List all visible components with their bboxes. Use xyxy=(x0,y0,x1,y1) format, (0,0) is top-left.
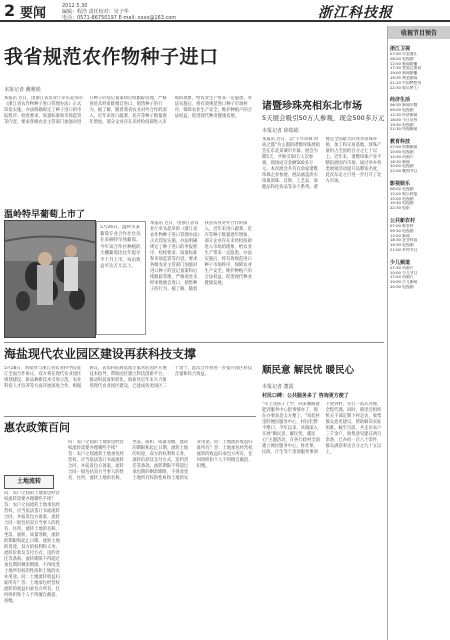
program-row: 08:20 电视剧 xyxy=(390,56,414,61)
park-headline: 海盐现代农业园区建设再获科技支撑 xyxy=(4,347,197,361)
policy-body: 问：农户之间的土地承包经营权流转需要办理哪些手续？答：农户之间流转土地承包经营权，应当依法签订书面流转合同，并报发包方备案。流转合同一般包括双方当事人的姓名、住所，流转土地的名称、坐落、面积、质量等级，流转的期限和起止日期，流转土地的用途，双方的权利和义务，流转价款及支付方式，违约责任等条款。流转期限不得超过承包期的剩余期限，不得改变土地所有权的性质和土地的农业用途。问：土地流转收益归谁所有？答：土地承包经营权流转的收益归承包方所有，任何组织和个人不得擅自截留、扣缴。 xyxy=(68,440,253,481)
program-row: 22:00 晚间节目 xyxy=(390,169,418,174)
masthead: 浙江科技报 xyxy=(318,5,393,21)
program-row: 19:35 黄金剧场 xyxy=(390,75,418,80)
channel-name: 教育科技 xyxy=(390,139,411,146)
service-headline: 顺民意 解民忧 暖民心 xyxy=(262,365,355,376)
program-row: 18:30 新闻 xyxy=(390,159,410,164)
program-row: 19:00 少儿新闻 xyxy=(390,280,418,285)
program-row: 17:00 动画片 xyxy=(390,275,414,280)
program-row: 07:00 科教新闻 xyxy=(390,145,418,150)
program-row: 10:00 少儿节目 xyxy=(390,270,418,275)
program-row: 22:30 电影 xyxy=(390,206,410,211)
policy-column-tag: 土地流转 xyxy=(16,478,41,485)
photo-headline: 温岭特早葡萄上市了 xyxy=(4,210,86,220)
channel-name: 经济生活 xyxy=(390,97,411,104)
page-header xyxy=(0,0,450,22)
program-row: 19:30 电视剧 xyxy=(390,243,414,248)
program-row: 08:00 电视剧 xyxy=(390,186,414,191)
header-meta xyxy=(62,3,212,21)
section-name: 要闻 xyxy=(20,6,47,21)
service-byline: 本报记者 董霞 xyxy=(262,384,294,390)
date-line: 2012.5.30 xyxy=(62,3,88,9)
service-body: "早上送孩子上学，回来顺路就能到服务中心把事情办了，现在办事真是太方便了。"说起村里的便民服务中心，村民们赞不绝口。今年以来，该镇深入开展"顺民意、解民忧、暖民心"主题活动，在各行政村全面建立便民服务中心，将社保、民政、计生等十余项服务事项下放到村，实行一站式办理、全程代理。同时，镇里还组织机关干部定期下村走访，收集群众意见建议，帮助解决实际困难。截至目前，共走访农户三千余户，收集意见建议两百余条，已办结一百八十余件，群众满意率达百分之九十五以上。 xyxy=(262,402,382,455)
program-row: 15:00 电视剧 xyxy=(390,196,414,201)
program-row: 09:00 电视剧 xyxy=(390,108,414,113)
editor-line: 编辑：程浩 责任校对：吴子华 xyxy=(62,9,129,15)
program-row: 12:00 新闻联播 xyxy=(390,61,418,66)
program-row: 12:00 娱乐时报 xyxy=(390,191,418,196)
grape-photo xyxy=(4,220,96,338)
program-row: 18:00 今日证券 xyxy=(390,117,418,122)
channel-name: 公共新农村 xyxy=(390,217,416,224)
contact-line: 电话：0571-86750197 E-mail: xxxx@163.com xyxy=(62,15,177,21)
program-row: 19:00 新闻联播 xyxy=(390,71,418,76)
grape-vineyard-image xyxy=(5,221,96,338)
program-row: 19:30 电视剧 xyxy=(390,201,414,206)
channel-block xyxy=(388,180,450,211)
lead-headline: 我省规范农作物种子进口 xyxy=(4,46,219,68)
channel-name: 浙江卫视 xyxy=(390,46,411,52)
program-row: 21:30 经视新闻 xyxy=(390,127,418,132)
program-row: 22:30 娱乐梦工厂 xyxy=(390,85,422,90)
channel-block xyxy=(388,96,450,132)
program-row: 18:30 农业科技 xyxy=(390,238,418,243)
page-number: 2 xyxy=(4,1,16,20)
photo-caption: 5月26日，温岭市某葡萄专业合作社社员在采摘特早熟葡萄。今年该合作社种植的大棚葡萄比往年提早半个月上市，每亩效益可达万元以上。 xyxy=(100,225,141,269)
program-row: 21:00 乡村节目 xyxy=(390,247,418,252)
program-row: 12:00 新闻 xyxy=(390,233,410,238)
channel-list xyxy=(388,45,450,290)
channel-block xyxy=(388,45,450,90)
program-row: 14:30 动画片 xyxy=(390,154,414,159)
program-row: 19:30 电视剧 xyxy=(390,122,414,127)
program-row: 06:30 新闻早餐 xyxy=(390,103,418,108)
program-row: 20:30 电视剧 xyxy=(390,284,414,289)
policy-headline: 惠农政策百问 xyxy=(4,421,70,434)
policy-column-box xyxy=(4,475,54,489)
pearl-subheadline: 5天展会吸引50万人参观，现金500多万元 xyxy=(262,114,385,122)
program-row: 07:00 新农村 xyxy=(390,223,414,228)
program-row: 07:30 动画片 xyxy=(390,265,414,270)
program-row: 17:30 我爱记歌词 xyxy=(390,66,422,71)
program-row: 21:20 中国梦想秀 xyxy=(390,80,422,85)
program-row: 09:30 电视剧 xyxy=(390,228,414,233)
lead-byline: 本报记者 戴雅娟 xyxy=(4,87,41,93)
divider xyxy=(4,342,384,343)
sidebar-title: 收视节目预告 xyxy=(388,26,450,39)
park-body: 5月28日，海盐县与浙江省农业科学院签订全面合作协议，双方将在现代农业园区规划建设、新品种新技术引进示范、农业科技人才培养等方面开展深度合作。根据协议，省农科院将选派专家常驻园区开展技术指导，帮助园区建立科技创新平台，推动科技成果转化。海盐县近年来大力推进现代农业园区建设，已建成各类园区二十余个，此次合作将进一步提升园区科技含量和综合效益。 xyxy=(4,366,252,389)
program-row: 07:00 早安浙江 xyxy=(390,52,418,56)
channel-block xyxy=(388,217,450,253)
channel-block xyxy=(388,259,450,290)
service-subheadline: 村民口碑：公共服务多了 咨询更方便了 xyxy=(262,393,349,399)
channel-name: 少儿频道 xyxy=(390,259,411,266)
program-row: 20:00 电视剧 xyxy=(390,164,414,169)
lead-body: 本报讯 近日，由浙江省农业厅牵头起草的《浙江省农作物种子进口管理办法》正式印发实施。办法明确规定了种子进口的申报程序、检疫要求、质量标准和市场监管等内容，要求各级农业主管部门加强对进口种子的登记备案和后续跟踪管理，严格查处未经审批擅自进口、销售种子的行为。据了解，随着我省农业对外合作的深入，近年来进口蔬菜、花卉等种子数量逐年增加，部分企业存在未经检疫即进入市场的现象，给农业生产带来一定隐患。办法实施后，将有效规范进口种子市场秩序，保障农业生产安全，维护种植户的合法权益，促进现代种业健康发展。 xyxy=(4,96,252,125)
photo-caption-box xyxy=(96,221,146,335)
pearl-headline: 诸暨珍珠亮相东北市场 xyxy=(262,101,362,112)
pearl-byline: 本报记者 徐瑞娟 xyxy=(262,128,299,134)
channel-block xyxy=(388,138,450,174)
divider xyxy=(4,416,256,417)
program-row: 12:30 经济新闻 xyxy=(390,112,418,117)
channel-name: 影视娱乐 xyxy=(390,180,411,187)
lead-body-continued: 本报讯 近日，由浙江省农业厅牵头起草的《浙江省农作物种子进口管理办法》正式印发实施。办法明确规定了种子进口的申报程序、检疫要求、质量标准和市场监管等内容，要求各级农业主管部门加强对进口种子的登记备案和后续跟踪管理，严格查处未经审批擅自进口、销售种子的行为。据了解，随着我省农业对外合作的深入，近年来进口蔬菜、花卉等种子数量逐年增加，部分企业存在未经检疫即进入市场的现象，给农业生产带来一定隐患。办法实施后，将有效规范进口种子市场秩序，保障农业生产安全，维护种植户的合法权益，促进现代种业健康发展。 xyxy=(150,221,252,292)
program-row: 10:00 电视剧 xyxy=(390,149,414,154)
tv-sidebar xyxy=(387,26,450,640)
pearl-body: 本报讯 近日，以"千年珍珠 时尚之都"为主题的诸暨珍珠展销会在东北某城市开幕。展会为期5天，共吸引50万人次参观，现场成交金额500多万元。本次展会共有百余家诸暨珍珠企业参展，展品涵盖淡水珍珠原珠、首饰、工艺品、保健品和化妆品等多个系列。诸暨是全国最大的淡水珍珠养殖、加工和交易基地，珍珠产量约占全国的百分之七十以上。近年来，诸暨珍珠产业不断拓展国内市场，通过举办各类展销活动提升品牌知名度，此次东北之行进一步打开了北方市场。 xyxy=(262,137,382,190)
policy-body-col1: 问：农户之间的土地承包经营权流转需要办理哪些手续？答：农户之间流转土地承包经营权，应当依法签订书面流转合同，并报发包方备案。流转合同一般包括双方当事人的姓名、住所，流转土地的名称、坐落、面积、质量等级，流转的期限和起止日期，流转土地的用途，双方的权利和义务，流转价款及支付方式，违约责任等条款。流转期限不得超过承包期的剩余期限，不得改变土地所有权的性质和土地的农业用途。问：土地流转收益归谁所有？答：土地承包经营权流转的收益归承包方所有，任何组织和个人不得擅自截留、扣缴。 xyxy=(4,491,60,604)
